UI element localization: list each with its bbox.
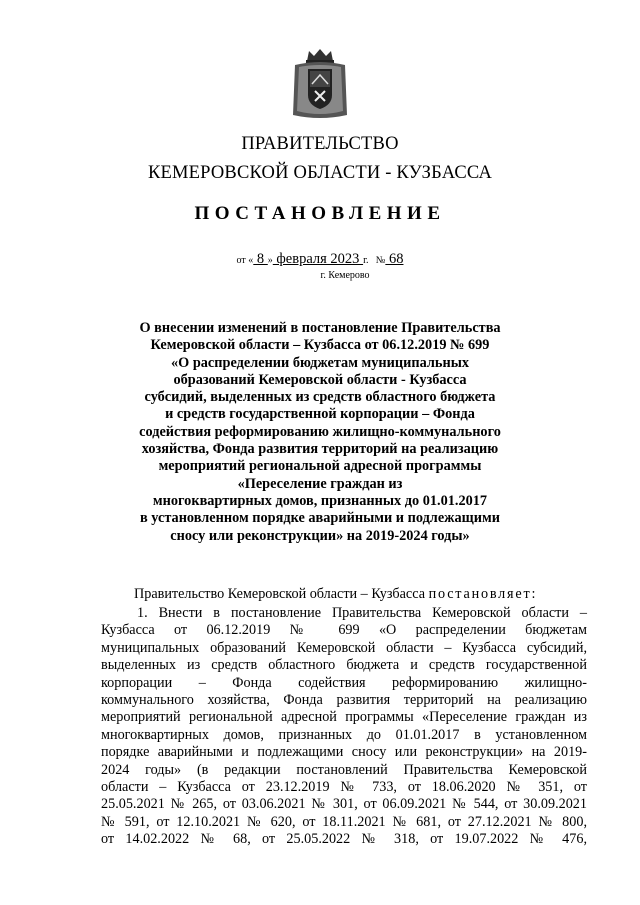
date-line xyxy=(0,251,640,268)
title-line: О внесении изменений в постановление Правительства xyxy=(139,320,501,336)
preamble-text: Правительство Кемеровской области – Кузбасса xyxy=(134,586,429,602)
body-line: области – Кузбасса от 23.12.2019 № 733, от 18.06.2020 № 351, от xyxy=(101,779,587,796)
preamble xyxy=(134,586,594,603)
date-month-year: февраля 2023 xyxy=(272,251,364,267)
body-line: № 591, от 12.10.2021 № 620, от 18.11.2021 № 681, от 27.12.2021 № 800, xyxy=(101,813,587,830)
title-line: хозяйства, Фонда развития территорий на реализацию xyxy=(141,441,499,458)
body-line: от 14.02.2022 № 68, от 25.05.2022 № 318, от 19.07.2022 № 476, xyxy=(101,831,587,848)
coat-of-arms-emblem xyxy=(291,47,349,121)
title-line: сносу или реконструкции» на 2019-2024 годы» xyxy=(170,527,470,544)
body-line: многоквартирных домов, признанных до 01.01.2017 в установленном xyxy=(101,726,587,743)
body-text xyxy=(101,605,587,849)
body-line: корпорации – Фонда содействия реформированию жилищно- xyxy=(101,674,587,691)
title-line: в установленном порядке аварийными и подлежащими xyxy=(140,510,500,527)
title-line: образований Кемеровской области - Кузбасса xyxy=(173,371,467,388)
city: г. Кемерово xyxy=(320,270,370,281)
title-line: субсидий, выделенных из средств областного бюджета xyxy=(144,389,496,406)
document-title xyxy=(120,320,520,545)
title-line: «Переселение граждан из xyxy=(237,475,403,492)
body-line: 1. Внести в постановление Правительства Кемеровской области – xyxy=(137,605,587,621)
date-from: от « xyxy=(236,255,254,266)
body-line: Кузбасса от 06.12.2019 № 699 «О распределении бюджетам xyxy=(101,622,587,639)
title-line: мероприятий региональной адресной программы xyxy=(158,458,482,475)
title-line: содействия реформированию жилищно-коммунального xyxy=(139,423,501,440)
title-line: многоквартирных домов, признанных до 01.01.2017 xyxy=(152,492,488,509)
government-title-line2: КЕМЕРОВСКОЙ ОБЛАСТИ - КУЗБАССА xyxy=(147,163,493,183)
date-year-suffix: г. xyxy=(363,255,369,266)
body-line: выделенных из средств областного бюджета и средств государственной xyxy=(101,657,587,674)
date-mid: » xyxy=(267,255,273,266)
number-label: № xyxy=(375,255,386,266)
title-line: и средств государственной корпорации – Фонда xyxy=(165,406,475,423)
date-day: 8 xyxy=(253,251,268,267)
document-number: 68 xyxy=(385,251,404,267)
body-line: порядке аварийными и подлежащими сносу или реконструкции» на 2019- xyxy=(101,744,587,761)
body-line: коммунального хозяйства, Фонда развития территорий на реализацию xyxy=(101,692,587,709)
body-line: 25.05.2021 № 265, от 03.06.2021 № 301, от 06.09.2021 № 544, от 30.09.2021 xyxy=(101,796,587,813)
government-title-line1: ПРАВИТЕЛЬСТВО xyxy=(241,134,399,154)
body-line: мероприятий региональной адресной программы «Переселение граждан из xyxy=(101,709,587,726)
title-line: Кемеровской области – Кузбасса от 06.12.2019 № 699 xyxy=(150,337,490,354)
document-type: ПОСТАНОВЛЕНИЕ xyxy=(194,203,446,224)
title-line: «О распределении бюджетам муниципальных xyxy=(170,354,469,371)
preamble-decree-word: постановляет: xyxy=(428,586,538,602)
body-line: 2024 годы» (в редакции постановлений Правительства Кемеровской xyxy=(101,761,587,778)
body-line: муниципальных образований Кемеровской области – Кузбасса субсидий, xyxy=(101,639,587,656)
